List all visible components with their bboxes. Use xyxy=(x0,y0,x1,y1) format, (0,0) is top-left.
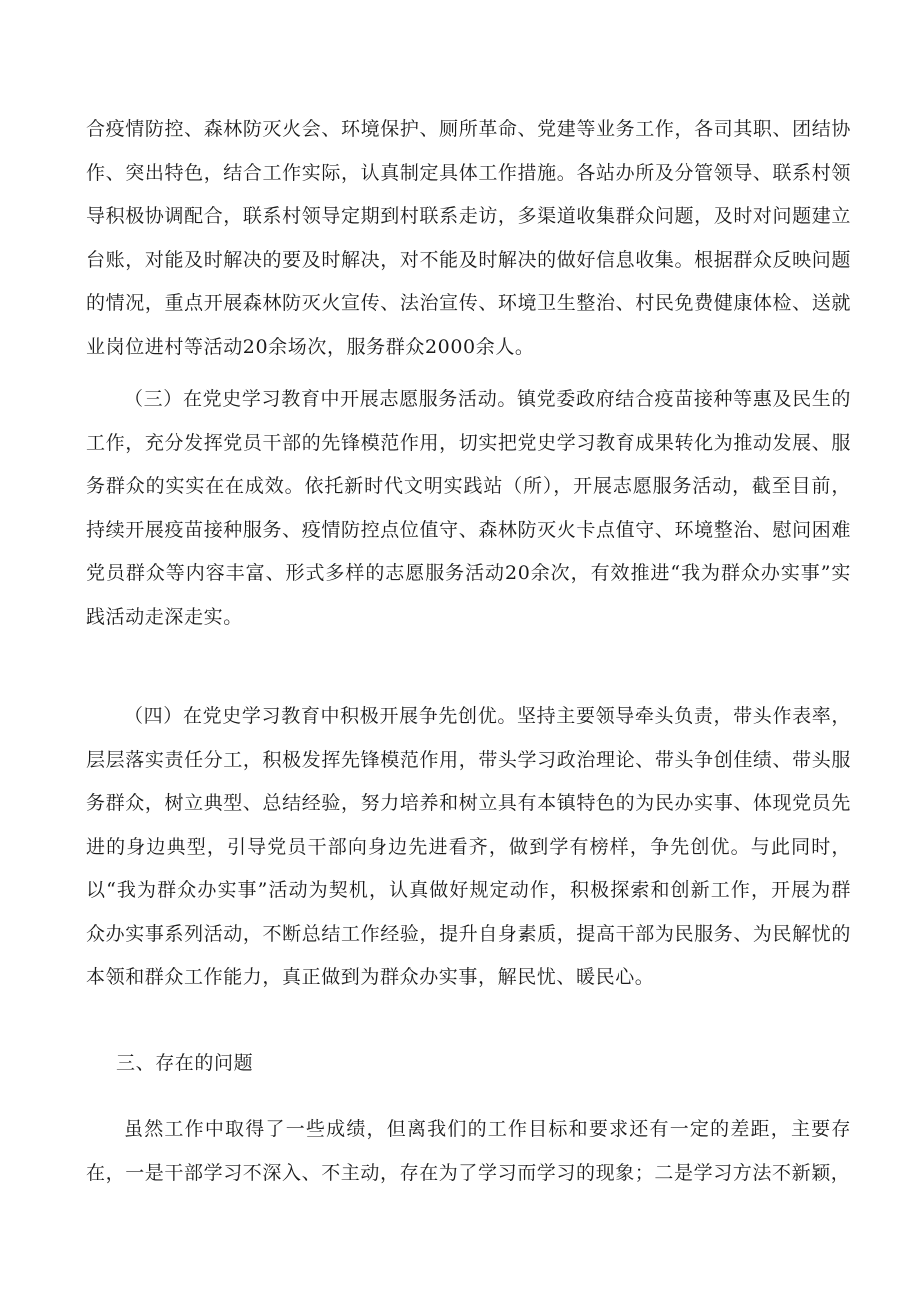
section-heading: 三、存在的问题 xyxy=(116,1052,254,1074)
paragraph-section-4 xyxy=(86,695,851,1000)
paragraph-text: 虽然工作中取得了一些成绩，但离我们的工作目标和要求还有一定的差距，主要存在，一是干部学习不深入、不主动，存在为了学习而学习的现象；二是学习方法不新颖， xyxy=(86,1118,851,1184)
paragraph-text: 合疫情防控、森林防灭火会、环境保护、厕所革命、党建等业务工作，各司其职、团结协作、突出特色，结合工作实际，认真制定具体工作措施。各站办所及分管领导、联系村领导积极协调配合，联系村领导定期到村联系走访，多渠道收集群众问题，及时对问题建立台账，对能及时解决的要及时解决，对不能及时解决的做好信息收集。根据群众反映问题的情况，重点开展森林防灭火宣传、法治宣传、环境卫生整治、村民免费健康体检、送就业岗位进村等活动20余场次，服务群众2000余人。 xyxy=(86,118,851,358)
paragraph-text: （三）在党史学习教育中开展志愿服务活动。镇党委政府结合疫苗接种等惠及民生的工作，充分发挥党员干部的先锋模范作用，切实把党史学习教育成果转化为推动发展、服务群众的实实在在成效。依托新时代文明实践站（所），开展志愿服务活动，截至目前，持续开展疫苗接种服务、疫情防控点位值守、森林防灭火卡点值守、环境整治、慰问困难党员群众等内容丰富、形式多样的志愿服务活动20余次，有效推进“我为群众办实事”实践活动走深走实。 xyxy=(86,388,851,628)
paragraph-problems xyxy=(86,1108,851,1195)
paragraph-continuation xyxy=(86,108,851,369)
paragraph-section-3 xyxy=(86,378,851,639)
paragraph-text: （四）在党史学习教育中积极开展争先创优。坚持主要领导牵头负责，带头作表率，层层落实责任分工，积极发挥先锋模范作用，带头学习政治理论、带头争创佳绩、带头服务群众，树立典型、总结经验，努力培养和树立具有本镇特色的为民办实事、体现党员先进的身边典型，引导党员干部向身边先进看齐，做到学有榜样，争先创优。与此同时，以“我为群众办实事”活动为契机，认真做好规定动作，积极探索和创新工作，开展为群众办实事系列活动，不断总结工作经验，提升自身素质，提高干部为民服务、为民解忧的本领和群众工作能力，真正做到为群众办实事，解民忧、暖民心。 xyxy=(86,705,851,988)
